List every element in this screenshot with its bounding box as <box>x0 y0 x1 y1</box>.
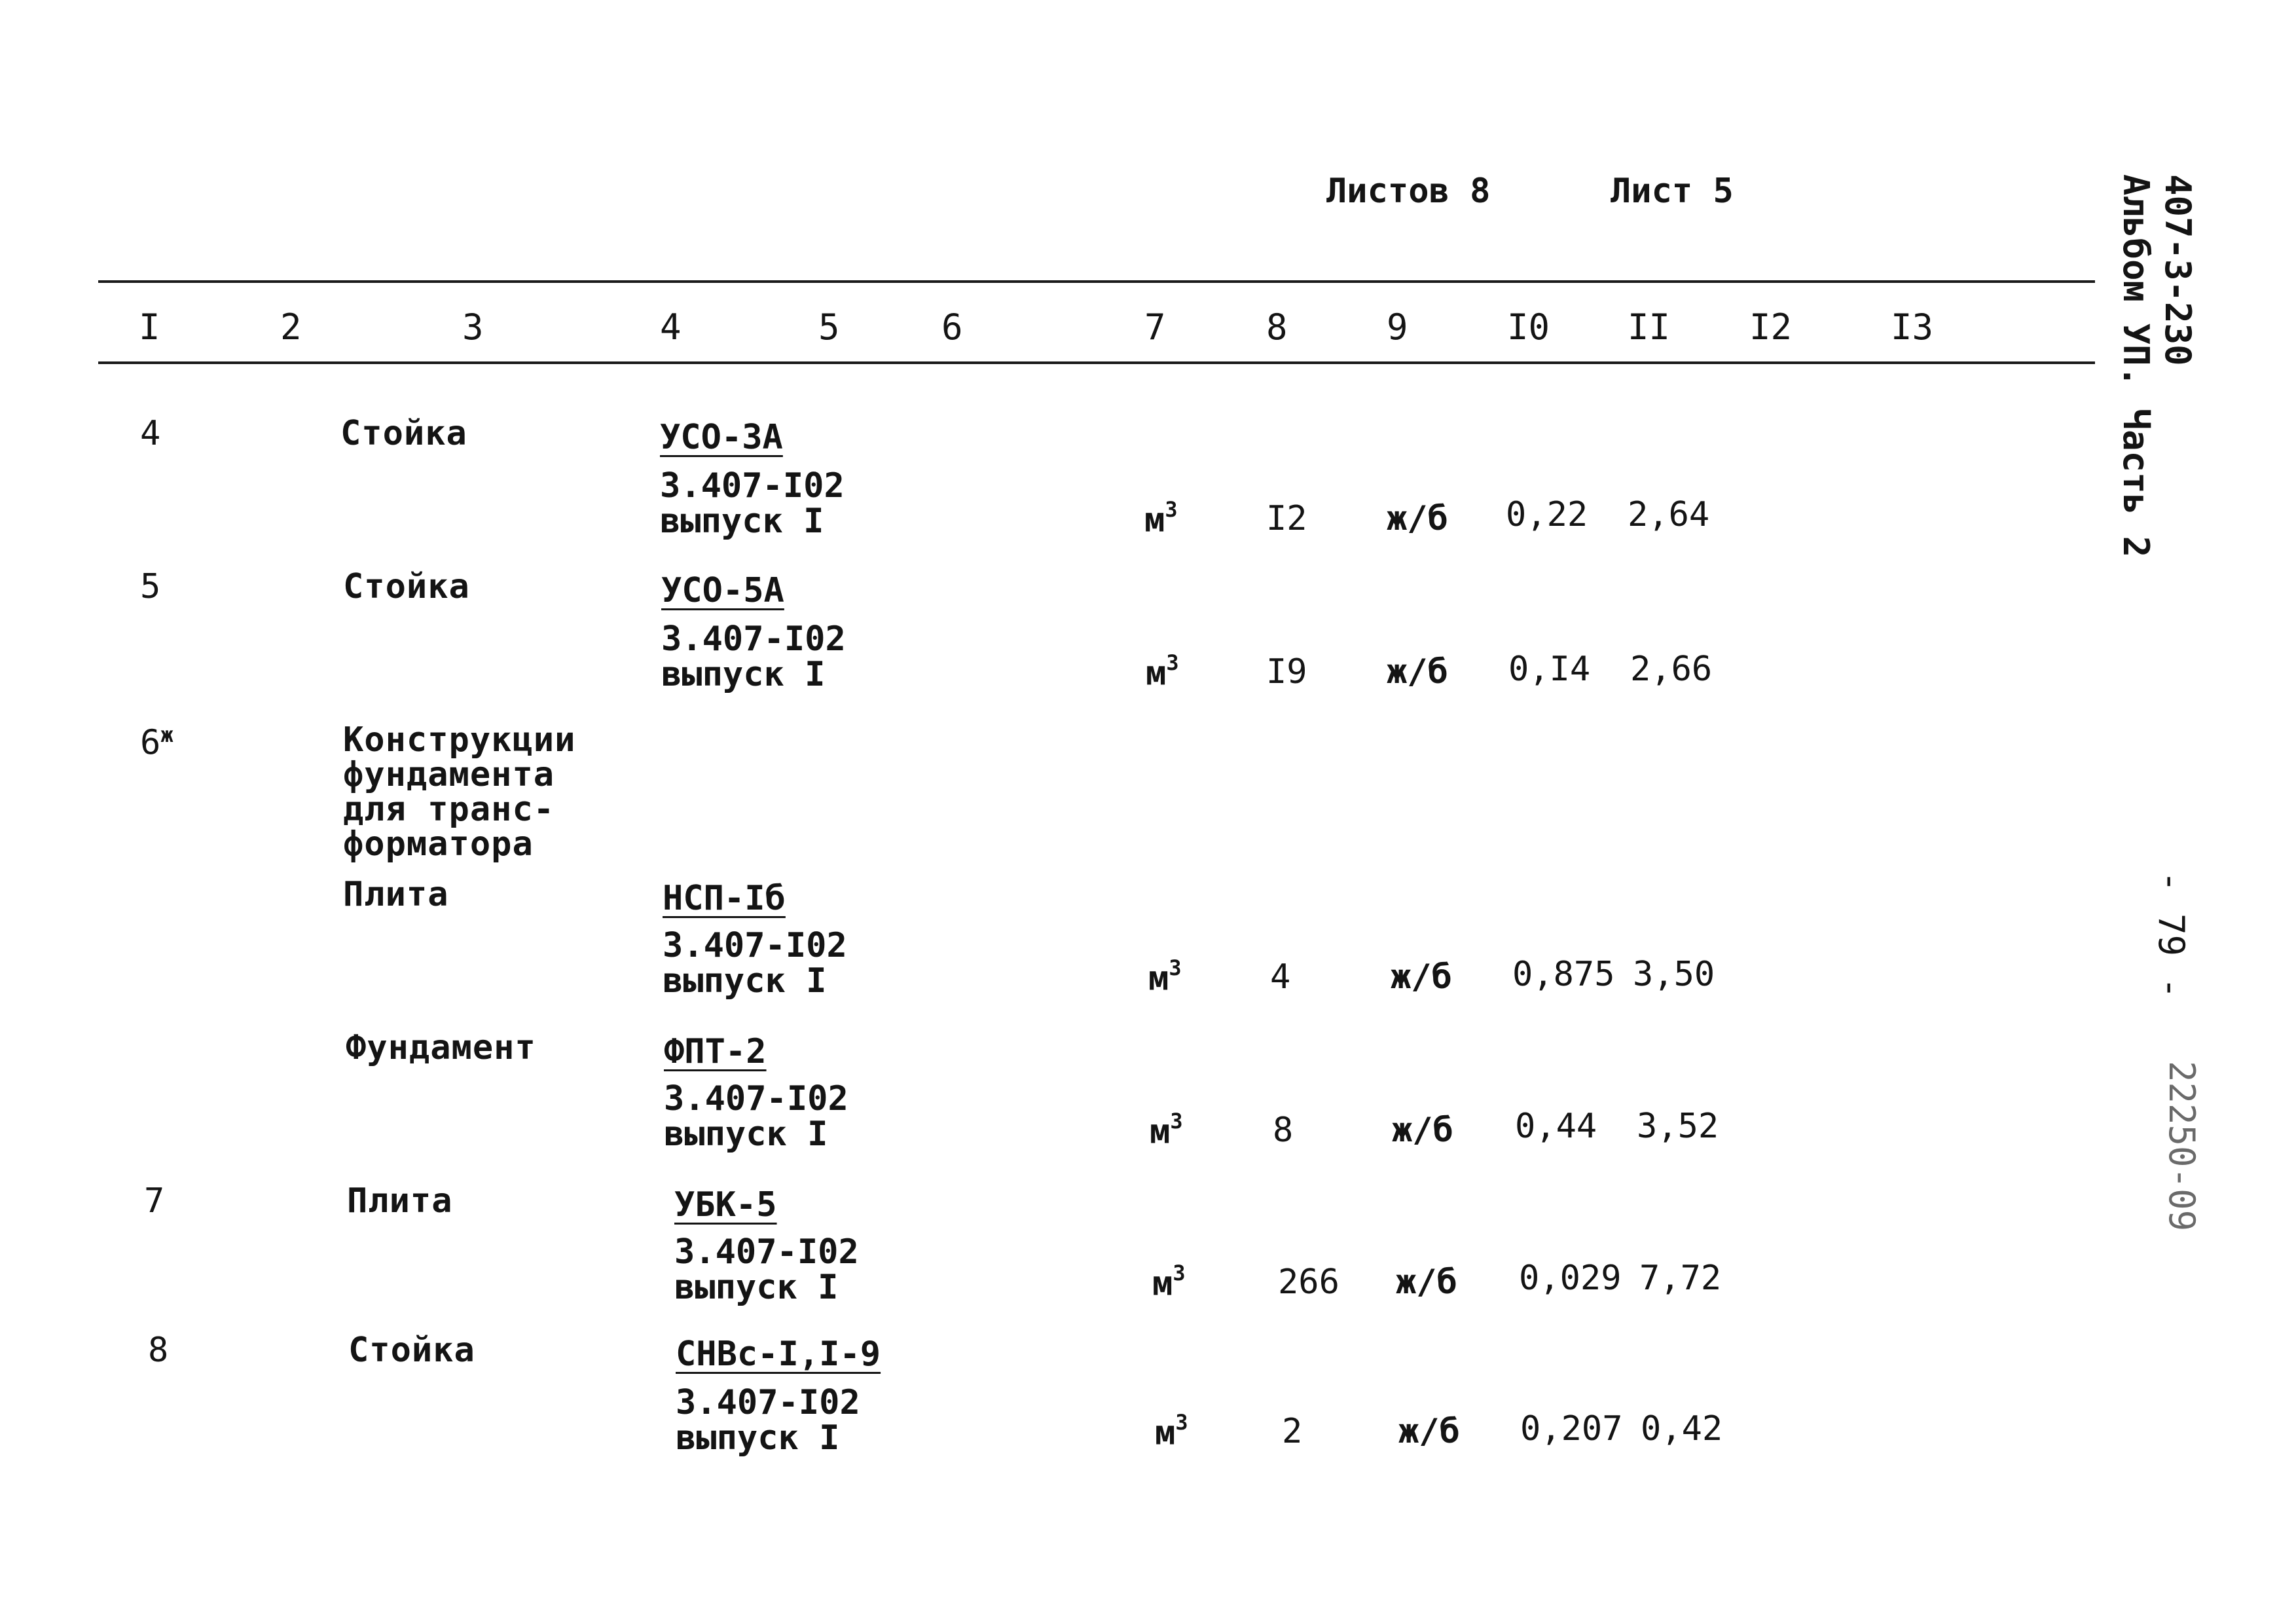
column-number-10: I0 <box>1507 306 1550 348</box>
row-unit <box>1150 1109 1183 1152</box>
column-number-9: 9 <box>1387 306 1408 348</box>
row-code: УСО-5А <box>661 571 784 610</box>
column-number-2: 2 <box>280 306 302 348</box>
column-number-13: I3 <box>1891 306 1934 348</box>
row-unit <box>1146 650 1179 693</box>
column-number-3: 3 <box>462 306 484 348</box>
row-position: 5 <box>140 567 161 606</box>
album-part: Альбом УП. Часть 2 <box>2115 174 2157 558</box>
row-unit-value: 0,44 <box>1515 1107 1597 1146</box>
row-unit-value: 0,I4 <box>1508 650 1591 689</box>
row-name: Стойка <box>340 414 467 453</box>
row-issue: выпуск I <box>664 1115 828 1154</box>
row-quantity: 4 <box>1270 957 1291 997</box>
row-document: 3.407-I02 <box>676 1383 860 1422</box>
row-total: 3,50 <box>1633 955 1715 994</box>
row-material: ж/б <box>1396 1263 1457 1302</box>
row-quantity: 2 <box>1282 1412 1303 1451</box>
column-number-6: 6 <box>941 306 963 348</box>
row-name: Стойка <box>343 567 470 606</box>
position-mark: ж <box>160 722 173 747</box>
row-name: Плита <box>343 875 449 914</box>
row-material: ж/б <box>1387 652 1448 692</box>
unit-power: 3 <box>1165 497 1178 522</box>
row-issue: выпуск I <box>661 655 826 694</box>
unit-label: м <box>1148 959 1169 999</box>
row-material: ж/б <box>1398 1412 1460 1451</box>
unit-label: м <box>1155 1413 1176 1453</box>
row-position: 8 <box>148 1331 169 1370</box>
row-code: СНВс-I,I-9 <box>676 1335 881 1374</box>
row-code: УСО-3А <box>660 418 783 457</box>
unit-power: 3 <box>1173 1261 1186 1285</box>
unit-label: м <box>1150 1112 1171 1152</box>
unit-label: м <box>1146 654 1167 693</box>
column-number-4: 4 <box>660 306 682 348</box>
position-number: 6 <box>140 723 161 763</box>
page-number: - 79 - <box>2151 871 2192 999</box>
column-number-5: 5 <box>818 306 840 348</box>
table-top-rule <box>98 280 2095 283</box>
row-quantity: I2 <box>1266 499 1307 538</box>
unit-label: м <box>1144 500 1165 540</box>
row-issue: выпуск I <box>676 1418 840 1458</box>
row-unit <box>1144 497 1178 540</box>
row-total: 2,64 <box>1628 495 1710 534</box>
project-code: 407-3-230 <box>2157 174 2198 366</box>
sheets-total: Листов 8 <box>1326 172 1491 211</box>
row-unit-value: 0,029 <box>1519 1259 1622 1298</box>
row-total: 2,66 <box>1630 650 1713 689</box>
row-material: ж/б <box>1391 957 1452 997</box>
row-name: Плита <box>347 1181 453 1221</box>
column-number-7: 7 <box>1144 306 1166 348</box>
row-name: Фундамент <box>346 1028 536 1067</box>
row-total: 3,52 <box>1637 1107 1719 1146</box>
row-position <box>140 722 173 763</box>
row-material: ж/б <box>1387 499 1448 538</box>
row-position: 7 <box>144 1181 165 1221</box>
unit-power: 3 <box>1175 1410 1188 1435</box>
inventory-stamp: 22250-09 <box>2161 1061 2202 1232</box>
row-unit-value: 0,875 <box>1512 955 1615 994</box>
row-name: Конструкции фундамента для транс- форматора <box>343 720 576 864</box>
row-quantity: 8 <box>1273 1111 1294 1150</box>
row-unit <box>1155 1410 1188 1453</box>
row-unit-value: 0,22 <box>1506 495 1588 534</box>
column-number-1: I <box>139 306 160 348</box>
row-code: УБК-5 <box>674 1185 777 1225</box>
row-document: 3.407-I02 <box>664 1079 848 1118</box>
column-number-12: I2 <box>1749 306 1793 348</box>
row-code: ФПТ-2 <box>664 1032 767 1071</box>
row-material: ж/б <box>1392 1111 1453 1150</box>
row-total: 7,72 <box>1639 1259 1722 1298</box>
row-name: Стойка <box>348 1331 475 1370</box>
column-number-11: II <box>1628 306 1671 348</box>
row-quantity: I9 <box>1266 652 1307 692</box>
row-document: 3.407-I02 <box>661 619 846 659</box>
unit-power: 3 <box>1169 955 1182 980</box>
row-total: 0,42 <box>1641 1409 1723 1449</box>
unit-label: м <box>1152 1264 1173 1304</box>
row-quantity: 266 <box>1278 1263 1339 1302</box>
row-unit <box>1152 1261 1186 1304</box>
row-issue: выпуск I <box>674 1268 839 1307</box>
unit-power: 3 <box>1170 1109 1183 1134</box>
table-header-rule <box>98 361 2095 364</box>
row-document: 3.407-I02 <box>674 1232 859 1272</box>
sheet-number: Лист 5 <box>1611 172 1734 211</box>
row-unit <box>1148 955 1182 999</box>
row-document: 3.407-I02 <box>663 926 847 965</box>
unit-power: 3 <box>1166 650 1179 675</box>
row-code: НСП-Iб <box>663 879 786 918</box>
column-number-8: 8 <box>1266 306 1288 348</box>
row-position: 4 <box>140 414 161 453</box>
row-unit-value: 0,207 <box>1520 1409 1623 1449</box>
row-document: 3.407-I02 <box>660 466 845 506</box>
row-issue: выпуск I <box>660 502 824 541</box>
row-issue: выпуск I <box>663 961 827 1001</box>
